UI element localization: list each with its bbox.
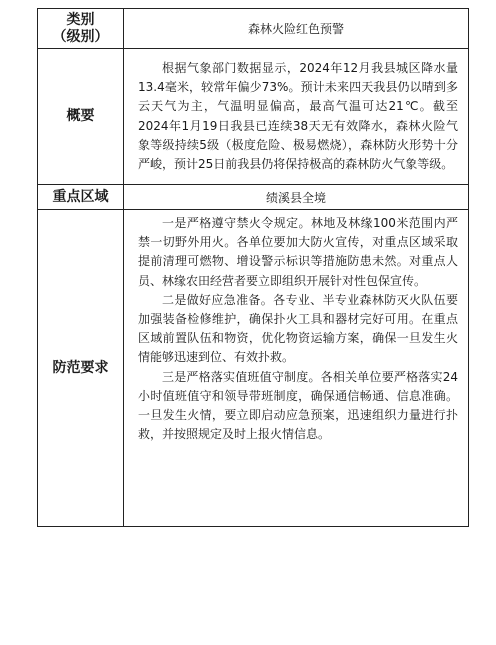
overview-text: 根据气象部门数据显示，2024年12月我县城区降水量13.4毫米，较常年偏少73%。预计未来四天我县仍以晴到多云天气为主，气温明显偏高，最高气温可达21℃。截至2024年1月19日我县已连续38天无有效降水，森林火险气象等级持续5级（极度危险、极易燃烧），森林防火形势十分严峻，预计25日前我县仍将保持极高的森林防火气象等级。 (138, 60, 458, 171)
warning-level-value: 森林火险红色预警 (124, 9, 469, 49)
header-row (38, 9, 469, 49)
overview-label: 概要 (38, 49, 124, 185)
category-label-line1: 类别 (66, 11, 95, 28)
measures-paragraph-2: 二是做好应急准备。各专业、半专业森林防灭火队伍要加强装备检修维护，确保扑火工具和器材完好可用。在重点区域前置队伍和物资，优化物资运输方案，确保一旦发生火情能够迅速到位、有效扑救。 (138, 292, 458, 365)
region-value: 绩溪县全境 (124, 185, 469, 210)
category-label-line2: （级别） (52, 28, 109, 45)
region-label: 重点区域 (38, 185, 124, 210)
measures-paragraph-1: 一是严格遵守禁火令规定。林地及林缘100米范围内严禁一切野外用火。各单位要加大防火宣传，对重点区域采取提前清理可燃物、增设警示标识等措施防患未然。对重点人员、林缘农田经营者要立即组织开展针对性包保宣传。 (138, 216, 458, 288)
overview-cell (124, 49, 469, 185)
fire-warning-table (37, 8, 469, 527)
measures-cell (124, 210, 469, 527)
measures-label: 防范要求 (38, 210, 124, 527)
measures-row (38, 210, 469, 527)
measures-paragraph-3: 三是严格落实值班值守制度。各相关单位要严格落实24小时值班值守和领导带班制度，确保通信畅通、信息准确。一旦发生火情，要立即启动应急预案，迅速组织力量进行扑救，并按照规定及时上报火情信息。 (138, 369, 458, 442)
region-row (38, 185, 469, 210)
category-label-cell (38, 9, 124, 49)
measures-blank-space (138, 444, 458, 520)
overview-row (38, 49, 469, 185)
